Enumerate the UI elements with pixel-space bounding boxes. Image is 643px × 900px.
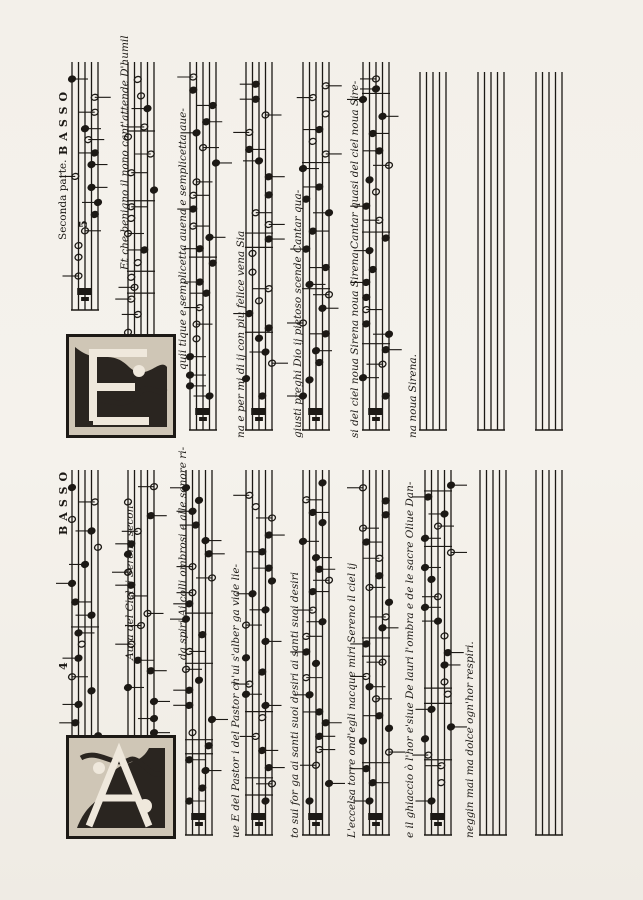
right-page-number: 5 bbox=[77, 220, 90, 228]
right-lyric-line-4: giusti preghi Dio ij pietoso scende Cantar qua- bbox=[292, 189, 304, 438]
left-lyric-line-5: L'eccelsa torre ond'egli nacque miri Sereno il ciel ij bbox=[346, 562, 358, 838]
right-lyric-line-6: na noua Sirena. bbox=[407, 354, 419, 438]
left-lyric-line-6: e il ghiaccio ò l'hor e'siue De lauri l'ombra e de le sacre Oliue Dan- bbox=[404, 481, 416, 838]
left-page-number: 4 bbox=[57, 662, 70, 670]
right-lyric-line-3: na e per mi di ij con piu felice vena Sia bbox=[235, 230, 247, 438]
right-lyric-line-1: Et che benigno il nono cant'attende D'humil bbox=[119, 35, 131, 270]
left-lyric-line-1: Aura del Ciel ij Serene secon- bbox=[124, 502, 136, 660]
left-lyric-line-3: ue E del Pastor i del Pastor ch'ui s'alber ga vide lie- bbox=[230, 563, 242, 838]
right-voice-header: BASSO bbox=[57, 86, 70, 155]
left-lyric-line-4: to sui for ga ai santi suoi desiri ai santi suoi desiri bbox=[289, 572, 301, 838]
right-section-label: Seconda parte. bbox=[57, 159, 69, 240]
left-voice-header: BASSO bbox=[57, 466, 70, 535]
right-lyric-line-5: si del ciel noua Sirena noua Sirena Cantar quasi del ciel noua Sire- bbox=[349, 80, 361, 438]
left-lyric-line-2: da spiri Ai colli ombrosi e alle sonore ri- bbox=[177, 446, 189, 660]
right-lyric-line-2: quii tique e semplicetta auena e semplicetta aue- bbox=[177, 108, 189, 370]
left-lyric-line-7: neggin mai ma dolce ogn'hor respiri. bbox=[464, 641, 476, 838]
